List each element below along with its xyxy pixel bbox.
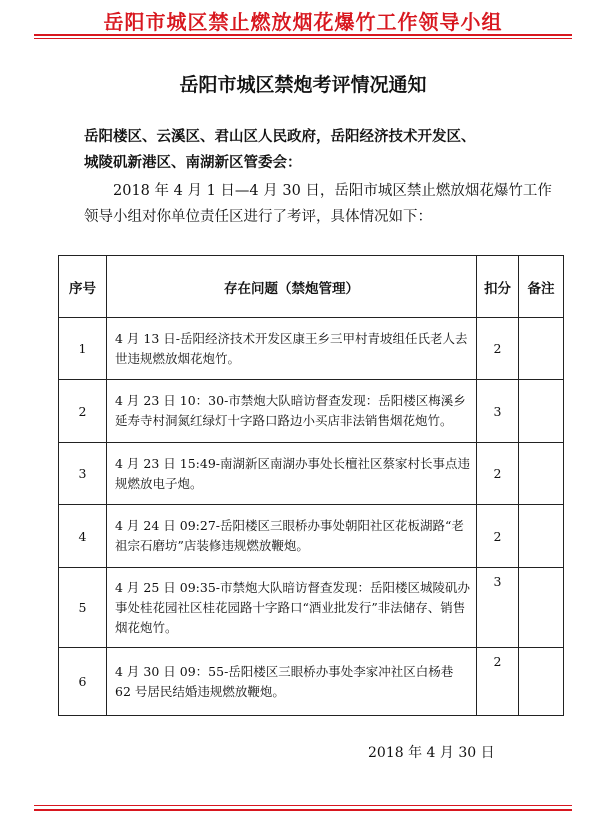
header-seq: 序号 <box>59 256 107 318</box>
table-row <box>59 505 564 568</box>
recipients <box>84 124 554 176</box>
row-remark <box>519 318 564 380</box>
issue-date: 2018 年 4 月 30 日 <box>368 745 495 761</box>
row-issue: 4 月 30 日 09：55-岳阳楼区三眼桥办事处李家冲社区白杨巷 62 号居民结婚违规燃放鞭炮。 <box>107 648 477 716</box>
red-rule-top-thick <box>34 34 572 36</box>
table-row <box>59 443 564 505</box>
row-remark <box>519 568 564 648</box>
row-issue: 4 月 23 日 10：30-市禁炮大队暗访督查发现：岳阳楼区梅溪乡延寿寺村洞氮红绿灯十字路口路边小买店非法销售烟花炮竹。 <box>107 380 477 443</box>
table-header-row <box>59 256 564 318</box>
header-issue: 存在问题（禁炮管理） <box>107 256 477 318</box>
row-remark <box>519 443 564 505</box>
row-score: 2 <box>477 505 519 568</box>
row-seq: 5 <box>59 568 107 648</box>
table-row <box>59 568 564 648</box>
row-seq: 4 <box>59 505 107 568</box>
row-issue: 4 月 13 日-岳阳经济技术开发区康王乡三甲村青坡组任氏老人去世违规燃放烟花炮竹。 <box>107 318 477 380</box>
document-title: 岳阳市城区禁炮考评情况通知 <box>179 74 427 96</box>
header-score: 扣分 <box>477 256 519 318</box>
row-remark <box>519 648 564 716</box>
row-remark <box>519 380 564 443</box>
row-remark <box>519 505 564 568</box>
row-score: 2 <box>477 443 519 505</box>
row-seq: 6 <box>59 648 107 716</box>
row-score: 3 <box>477 380 519 443</box>
red-rule-bottom-thin <box>34 805 572 806</box>
row-seq: 3 <box>59 443 107 505</box>
intro-paragraph: 2018 年 4 月 1 日—4 月 30 日，岳阳市城区禁止燃放烟花爆竹工作领导小组对你单位责任区进行了考评，具体情况如下： <box>84 183 552 225</box>
row-seq: 2 <box>59 380 107 443</box>
header-remark: 备注 <box>519 256 564 318</box>
recipients-line-1: 岳阳楼区、云溪区、君山区人民政府，岳阳经济技术开发区、 <box>84 128 476 145</box>
row-seq: 1 <box>59 318 107 380</box>
row-issue: 4 月 23 日 15:49-南湖新区南湖办事处长檀社区蔡家村长事点违规燃放电子炮。 <box>107 443 477 505</box>
red-rule-top-thin <box>34 38 572 39</box>
table-row <box>59 318 564 380</box>
row-score: 3 <box>477 568 519 648</box>
evaluation-table <box>58 255 564 716</box>
row-score: 2 <box>477 648 519 716</box>
row-issue: 4 月 24 日 09:27-岳阳楼区三眼桥办事处朝阳社区花板湖路“老祖宗石磨坊”店装修违规燃放鞭炮。 <box>107 505 477 568</box>
table-row <box>59 380 564 443</box>
row-issue: 4 月 25 日 09:35-市禁炮大队暗访督查发现：岳阳楼区城陵矶办事处桂花园社区桂花园路十字路口“酒业批发行”非法储存、销售烟花炮竹。 <box>107 568 477 648</box>
red-rule-bottom-thick <box>34 809 572 811</box>
recipients-line-2: 城陵矶新港区、南湖新区管委会： <box>84 154 302 171</box>
table-row <box>59 648 564 716</box>
row-score: 2 <box>477 318 519 380</box>
issuing-organization-header: 岳阳市城区禁止燃放烟花爆竹工作领导小组 <box>103 10 503 34</box>
